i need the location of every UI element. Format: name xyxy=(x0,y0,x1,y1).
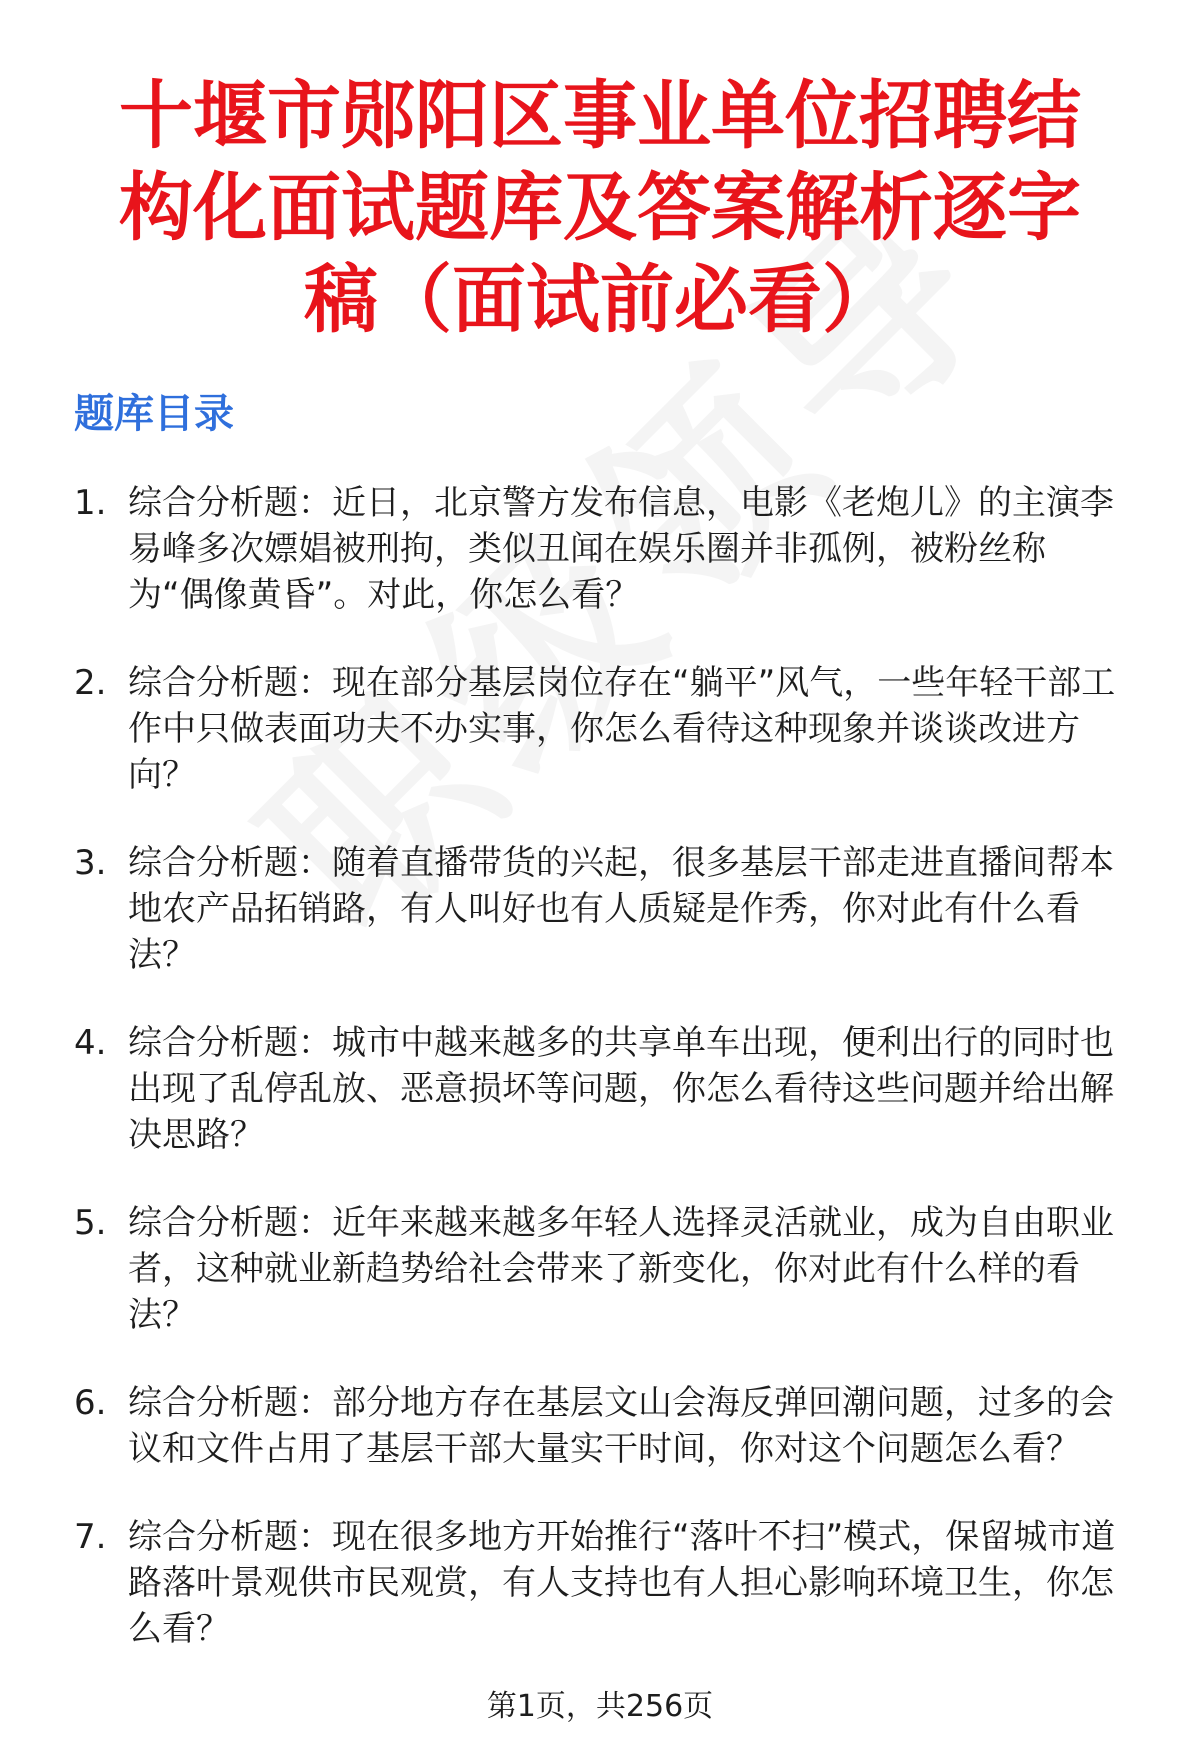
toc-item-text: 综合分析题：现在部分基层岗位存在“躺平”风气，一些年轻干部工作中只做表面功夫不办实事，你怎么看待这种现象并谈谈改进方向？ xyxy=(128,663,1116,795)
toc-item-2 xyxy=(0,660,1200,798)
page-footer: 第1页，共256页 xyxy=(486,1689,714,1724)
toc-list xyxy=(0,480,1200,1652)
document-title: 十堰市郧阳区事业单位招聘结构化面试题库及答案解析逐字稿（面试前必看） xyxy=(119,73,1081,343)
toc-item-number: 5. xyxy=(74,1203,107,1243)
toc-item-text: 综合分析题：现在很多地方开始推行“落叶不扫”模式，保留城市道路落叶景观供市民观赏，有人支持也有人担心影响环境卫生，你怎么看？ xyxy=(128,1517,1116,1649)
toc-item-1 xyxy=(0,480,1200,618)
toc-heading: 题库目录 xyxy=(74,391,234,437)
toc-item-text: 综合分析题：部分地方存在基层文山会海反弹回潮问题，过多的会议和文件占用了基层干部大量实干时间，你对这个问题怎么看？ xyxy=(128,1383,1114,1469)
toc-item-3 xyxy=(0,840,1200,978)
toc-item-7 xyxy=(0,1514,1200,1652)
toc-item-number: 3. xyxy=(74,843,107,883)
toc-item-number: 7. xyxy=(74,1517,107,1557)
toc-item-text: 综合分析题：随着直播带货的兴起，很多基层干部走进直播间帮本地农产品拓销路，有人叫好也有人质疑是作秀，你对此有什么看法？ xyxy=(128,843,1114,975)
toc-item-number: 1. xyxy=(74,483,107,523)
toc-item-4 xyxy=(0,1020,1200,1158)
toc-item-number: 6. xyxy=(74,1383,107,1423)
toc-item-number: 4. xyxy=(74,1023,107,1063)
toc-item-5 xyxy=(0,1200,1200,1338)
toc-item-6 xyxy=(0,1380,1200,1472)
toc-item-text: 综合分析题：近年来越来越多年轻人选择灵活就业，成为自由职业者，这种就业新趋势给社会带来了新变化，你对此有什么样的看法？ xyxy=(128,1203,1114,1335)
toc-item-text: 综合分析题：近日，北京警方发布信息，电影《老炮儿》的主演李易峰多次嫖娼被刑拘，类似丑闻在娱乐圈并非孤例，被粉丝称为“偶像黄昏”。对此，你怎么看？ xyxy=(128,483,1114,615)
toc-item-number: 2. xyxy=(74,663,107,703)
toc-item-text: 综合分析题：城市中越来越多的共享单车出现，便利出行的同时也出现了乱停乱放、恶意损坏等问题，你怎么看待这些问题并给出解决思路？ xyxy=(128,1023,1114,1155)
